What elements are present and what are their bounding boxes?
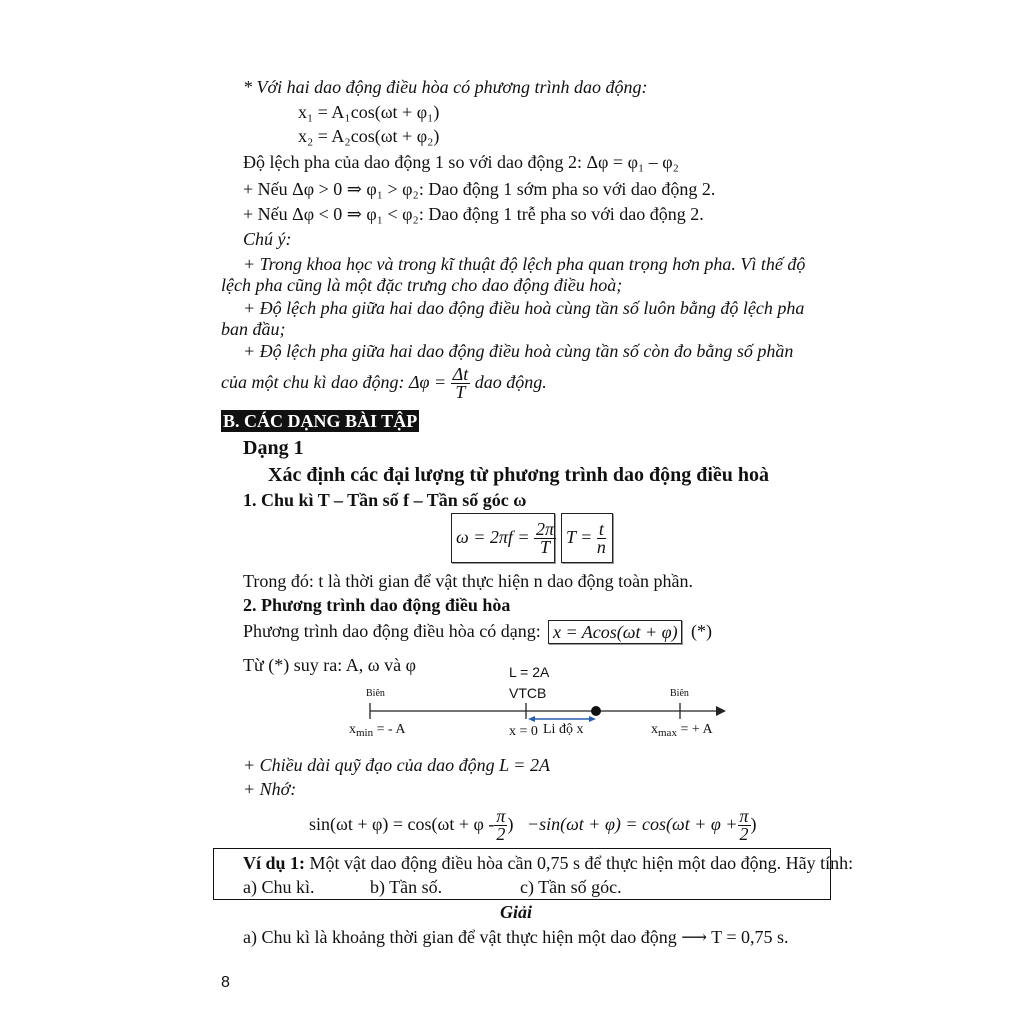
trig-identities	[309, 804, 757, 844]
remember-label: + Nhớ:	[243, 779, 297, 799]
solution-label: Giải	[500, 902, 533, 922]
phase-case-negative: + Nếu Δφ < 0 ⇒ φ₁ < φ₂: Dao động 1 trễ pha so với dao động 2.	[243, 204, 704, 224]
section-heading: B. CÁC DẠNG BÀI TẬP	[223, 411, 418, 431]
equilibrium-label: VTCB	[509, 685, 547, 701]
example-box	[213, 848, 854, 900]
delta-t-over-T-fraction	[451, 366, 471, 401]
note1-line2: lệch pha cũng là một đặc trưng cho dao động điều hoà;	[221, 275, 623, 295]
two-pi-over-T-fraction	[534, 521, 556, 556]
example-question	[243, 852, 853, 874]
note3-line2	[221, 364, 547, 401]
equation-x2: x₂ = A₂cos(ωt + φ₂)	[298, 126, 440, 146]
phase-case-positive: + Nếu Δφ > 0 ⇒ φ₁ > φ₂: Dao động 1 sớm pha so với dao động 2.	[243, 179, 716, 199]
equation-x1: x₁ = A₁cos(ωt + φ₁)	[298, 102, 440, 122]
fraction-denominator: 2	[739, 824, 749, 845]
displacement-arrowhead-right	[589, 716, 596, 722]
example-part-a: a) Chu kì.	[243, 877, 315, 897]
fraction-denominator: n	[596, 537, 606, 558]
xmax-symbol: x	[651, 722, 658, 737]
trajectory-length-note: + Chiều dài quỹ đạo của dao động L = 2A	[243, 755, 550, 775]
type-label: Dạng 1	[243, 437, 304, 459]
fraction-numerator: 2π	[536, 519, 555, 540]
xmax-label	[651, 719, 713, 741]
identity1-prefix: sin(ωt + φ) = cos(ωt + φ -	[309, 814, 495, 834]
equation-form-label: Phương trình dao động điều hòa có dạng:	[243, 621, 541, 641]
example-part-b: b) Tần số.	[370, 877, 443, 897]
example-text: Một vật dao động điều hòa cần 0,75 s để thực hiện một dao động. Hãy tính:	[309, 853, 854, 873]
subsection-2-title: 2. Phương trình dao động điều hòa	[243, 595, 511, 615]
fraction-numerator: π	[739, 806, 749, 827]
right-extreme-label: Biên	[670, 688, 689, 699]
omega-formula	[456, 519, 556, 556]
note3-line1: + Độ lệch pha giữa hai dao động điều hoà cùng tần số còn đo bằng số phần	[243, 341, 794, 361]
phase-definition: Độ lệch pha của dao động 1 so với dao động 2: Δφ = φ₁ – φ₂	[243, 152, 679, 172]
note-label: Chú ý:	[243, 229, 292, 249]
period-formula	[566, 519, 606, 556]
fraction-denominator: T	[455, 382, 466, 403]
intro-title: * Với hai dao động điều hòa có phương trình dao động:	[243, 77, 648, 97]
x-zero-label: x = 0	[509, 724, 538, 739]
length-label: L = 2A	[509, 664, 550, 680]
solution-part-a: a) Chu kì là khoảng thời gian để vật thực hiện một dao động ⟶ T = 0,75 s.	[243, 927, 789, 947]
note2-line2: ban đầu;	[221, 319, 286, 339]
equation-form-box	[548, 620, 682, 644]
equation-form: x = Acos(ωt + φ)	[553, 622, 678, 642]
derive-text: Từ (*) suy ra: A, ω và φ	[243, 655, 416, 675]
xmin-subscript: min	[356, 727, 374, 739]
omega-formula-box	[451, 513, 555, 563]
identity1-suffix: )	[507, 814, 514, 834]
t-over-n-fraction	[597, 521, 606, 556]
xmax-subscript: max	[658, 727, 677, 739]
type-title: Xác định các đại lượng từ phương trình dao động điều hoà	[268, 464, 770, 486]
period-formula-prefix: T =	[566, 527, 593, 547]
fraction-denominator: T	[540, 537, 551, 558]
subsection-1-title: 1. Chu kì T – Tần số f – Tần số góc ω	[243, 490, 527, 510]
fraction-numerator: t	[598, 519, 604, 540]
fraction-numerator: Δt	[452, 364, 469, 385]
xmax-value: = + A	[680, 722, 713, 737]
identity2-prefix: −sin(ωt + φ) = cos(ωt + φ +	[526, 814, 738, 834]
pi-over-two-fraction	[738, 808, 751, 843]
where-text: Trong đó: t là thời gian để vật thực hiện n dao động toàn phần.	[243, 571, 694, 591]
xmin-symbol: x	[349, 722, 356, 737]
equation-form-mark: (*)	[691, 621, 712, 641]
period-formula-box	[561, 513, 613, 563]
note1-line1: + Trong khoa học và trong kĩ thuật độ lệch pha quan trọng hơn pha. Vì thế độ	[243, 254, 806, 274]
displacement-label: Li độ x	[543, 722, 584, 737]
particle-position-dot	[591, 706, 601, 716]
page-number: 8	[221, 974, 230, 991]
example-part-c: c) Tần số góc.	[520, 877, 622, 897]
fraction-denominator: 2	[496, 824, 506, 845]
identity2-suffix: )	[750, 814, 757, 834]
note2-line1: + Độ lệch pha giữa hai dao động điều hoà cùng tần số luôn bằng độ lệch pha	[243, 298, 805, 318]
xmin-value: = - A	[376, 722, 406, 737]
fraction-numerator: π	[496, 806, 506, 827]
axis-arrowhead	[716, 706, 726, 716]
omega-formula-prefix: ω = 2πf =	[456, 527, 530, 547]
note3-prefix: của một chu kì dao động: Δφ =	[221, 372, 447, 392]
left-extreme-label: Biên	[366, 688, 385, 699]
note3-suffix: dao động.	[474, 372, 547, 392]
pi-over-two-fraction	[494, 808, 507, 843]
xmin-label	[349, 719, 406, 741]
example-label: Ví dụ 1:	[243, 853, 306, 873]
